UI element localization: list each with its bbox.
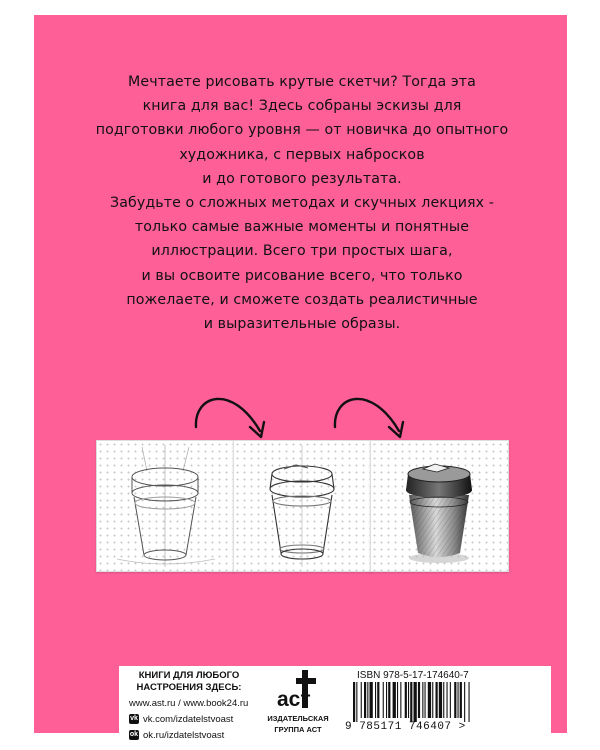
cup-sketch-3-icon: [371, 441, 508, 571]
barcode-digits: 9 785171 746407 >: [345, 721, 466, 733]
sketch-panel-step-1: [96, 440, 235, 572]
blurb-line: иллюстрации. Всего три простых шага,: [151, 243, 453, 260]
vk-link-text: vk.com/izdatelstvoast: [143, 714, 234, 725]
publisher-info-box: [119, 666, 551, 742]
barcode-bar: [397, 682, 398, 718]
cup-sketch-1-icon: [97, 441, 234, 571]
sketch-panel-step-3: [370, 440, 509, 572]
barcode-bar: [353, 682, 355, 722]
ok-icon: ok: [129, 731, 139, 739]
barcode-bar: [436, 682, 438, 718]
barcode-bar: [405, 682, 407, 718]
contacts-heading-line-1: КНИГИ ДЛЯ ЛЮБОГО: [138, 670, 240, 681]
barcode-bar: [386, 682, 387, 718]
barcode-bar: [377, 682, 379, 718]
barcode-bar: [460, 682, 462, 718]
barcode-bar: [356, 682, 357, 722]
barcode-bar: [375, 682, 376, 718]
barcode-bar: [432, 682, 433, 718]
blurb-line: пожелаете, и сможете создать реалистичные: [126, 291, 478, 308]
barcode-bar: [393, 682, 396, 718]
blurb-line: книга для вас! Здесь собраны эскизы для: [142, 98, 462, 115]
back-cover: [34, 15, 567, 741]
barcode-bar: [422, 682, 423, 718]
barcode-bar: [370, 682, 373, 718]
contacts-block: [129, 670, 249, 743]
publisher-name-line-2: ГРУППА АСТ: [274, 725, 322, 734]
website-links[interactable]: www.ast.ru / www.book24.ru: [129, 698, 249, 709]
barcode-bar: [428, 682, 431, 718]
blurb-line: Забудьте о сложных методах и скучных лекциях -: [110, 195, 494, 212]
barcode-bar: [450, 682, 451, 718]
blurb-line: Мечтаете рисовать крутые скетчи? Тогда эта: [128, 74, 476, 90]
barcode-bar: [400, 682, 401, 718]
blurb-line: и выразительные образы.: [203, 316, 401, 333]
isbn-number: ISBN 978-5-17-174640-7: [357, 670, 469, 681]
barcode-bar: [383, 682, 384, 718]
barcode-bar: [425, 682, 426, 718]
publisher-name-line-1: ИЗДАТЕЛЬСКАЯ: [267, 714, 329, 723]
barcode-bar: [464, 682, 465, 722]
barcode-bar: [367, 682, 368, 718]
barcode-bar: [447, 682, 448, 718]
cup-sketch-2-icon: [234, 441, 371, 571]
blurb-line: и до готового результата.: [202, 170, 402, 187]
barcode-bar: [454, 682, 456, 718]
barcode-bar: [418, 682, 420, 718]
blurb-line: художника, с первых набросков: [179, 146, 425, 163]
vk-icon: vk: [130, 715, 138, 723]
sketch-steps: [34, 15, 567, 733]
barcode-icon: [343, 682, 523, 722]
ok-link-text: ok.ru/izdatelstvoast: [143, 730, 225, 741]
barcode-bar: [414, 682, 417, 722]
vk-link[interactable]: [129, 713, 249, 727]
barcode-bar: [458, 682, 459, 718]
svg-text:аст: аст: [277, 688, 311, 711]
ok-link[interactable]: [129, 729, 249, 743]
barcode-bar: [388, 682, 390, 718]
contacts-heading-line-2: НАСТРОЕНИЯ ЗДЕСЬ:: [136, 682, 242, 693]
barcode-bar: [443, 682, 444, 718]
blurb-line: подготовки любого уровня — от новичка до опытного: [95, 122, 509, 139]
blurb-line: и вы освоите рисование всего, что только: [141, 267, 463, 284]
publisher-logo-block: [267, 668, 329, 734]
barcode-bar: [364, 682, 366, 718]
blurb-line: только самые важные моменты и понятные: [134, 219, 470, 236]
isbn-block: [343, 670, 543, 733]
barcode-bar: [439, 682, 442, 718]
barcode-bar: [408, 682, 409, 718]
barcode-bar: [361, 682, 362, 718]
barcode-bar: [469, 682, 470, 722]
ast-logo-icon: [274, 668, 322, 712]
barcode-bar: [410, 682, 412, 722]
sketch-panel-step-2: [233, 440, 372, 572]
